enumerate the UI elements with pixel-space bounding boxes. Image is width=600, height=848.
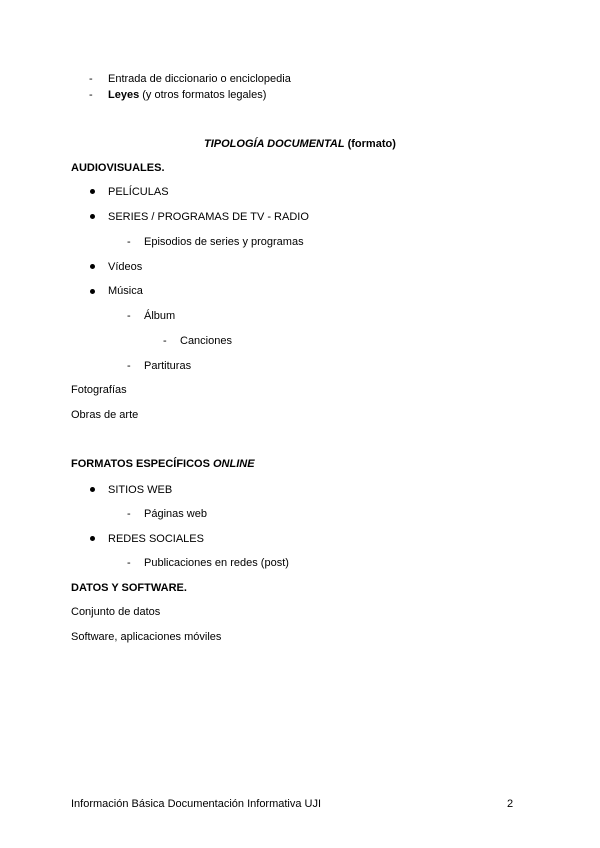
- item-album: Álbum: [144, 310, 176, 322]
- list-item-leyes: [108, 88, 266, 102]
- heading-formatos-text: FORMATOS ESPECÍFICOS: [71, 458, 213, 470]
- item-episodios: Episodios de series y programas: [144, 236, 304, 248]
- item-partituras: Partituras: [144, 360, 192, 372]
- bullet-icon: [90, 214, 95, 219]
- heading-formatos-online: [71, 457, 255, 471]
- item-canciones: Canciones: [180, 335, 232, 347]
- list-dash: -: [89, 89, 93, 101]
- section-title: [204, 137, 396, 151]
- list-dash: -: [163, 335, 167, 347]
- heading-datos-software: DATOS Y SOFTWARE.: [71, 582, 187, 594]
- leyes-rest: (y otros formatos legales): [139, 89, 267, 101]
- text-fotografias: Fotografías: [71, 384, 127, 396]
- list-dash: -: [127, 557, 131, 569]
- list-dash: -: [127, 360, 131, 372]
- bullet-icon: [90, 289, 95, 294]
- list-dash: -: [127, 508, 131, 520]
- item-series: SERIES / PROGRAMAS DE TV - RADIO: [108, 211, 309, 223]
- item-videos: Vídeos: [108, 261, 143, 273]
- item-publicaciones: Publicaciones en redes (post): [144, 557, 289, 569]
- text-software: Software, aplicaciones móviles: [71, 631, 222, 643]
- list-dash: -: [127, 236, 131, 248]
- bullet-icon: [90, 487, 95, 492]
- bullet-icon: [90, 536, 95, 541]
- list-dash: -: [127, 310, 131, 322]
- section-title-rest: (formato): [344, 138, 396, 150]
- heading-online-italic: ONLINE: [213, 458, 255, 470]
- text-obras-de-arte: Obras de arte: [71, 409, 139, 421]
- item-musica: Música: [108, 285, 143, 297]
- footer-text: Información Básica Documentación Informativa UJI: [71, 798, 322, 810]
- item-peliculas: PELÍCULAS: [108, 186, 169, 198]
- item-redes-sociales: REDES SOCIALES: [108, 533, 204, 545]
- item-paginas-web: Páginas web: [144, 508, 207, 520]
- page-number: 2: [507, 798, 514, 810]
- list-item-diccionario: Entrada de diccionario o enciclopedia: [108, 73, 291, 85]
- leyes-bold: Leyes: [108, 89, 140, 101]
- section-title-italic: TIPOLOGÍA DOCUMENTAL: [204, 138, 345, 150]
- bullet-icon: [90, 264, 95, 269]
- heading-audiovisuales: AUDIOVISUALES.: [71, 162, 165, 174]
- bullet-icon: [90, 189, 95, 194]
- list-dash: -: [89, 73, 93, 85]
- item-sitios-web: SITIOS WEB: [108, 484, 173, 496]
- text-conjunto-datos: Conjunto de datos: [71, 606, 161, 618]
